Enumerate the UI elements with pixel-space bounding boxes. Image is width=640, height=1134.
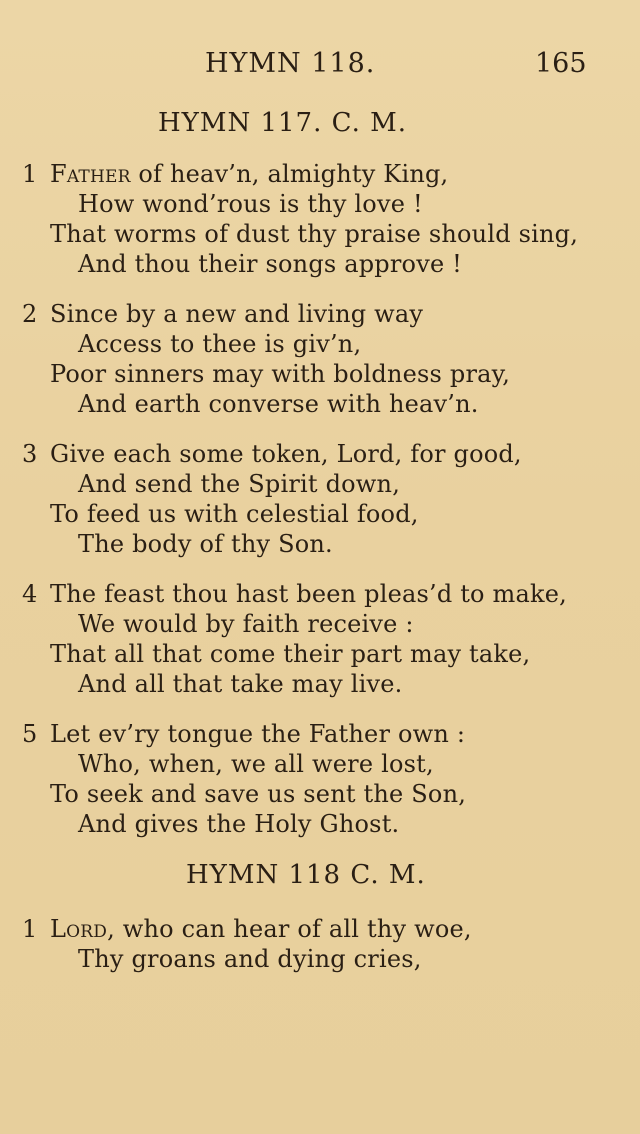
verse-line: Access to thee is giv’n, — [78, 330, 362, 358]
verse-line: And send the Spirit down, — [78, 470, 401, 498]
hymn-118-title: HYMN 118 C. M. — [186, 860, 426, 890]
verse-line: To feed us with celestial food, — [50, 500, 419, 528]
verse-line-rest: , who can hear of all thy woe, — [107, 915, 472, 943]
verse-line: Give each some token, Lord, for good, — [50, 440, 522, 468]
verse-line: The feast thou hast been pleas’d to make, — [50, 580, 567, 608]
verse-line: Who, when, we all were lost, — [78, 750, 434, 778]
running-title: HYMN 118. — [205, 48, 376, 79]
verse-line: Since by a new and living way — [50, 300, 424, 328]
hymn-117-title: HYMN 117. C. M. — [158, 108, 408, 138]
verse-line: And all that take may live. — [78, 670, 403, 698]
verse-line: And earth converse with heav’n. — [78, 390, 479, 418]
verse-line-rest: of heav’n, almighty King, — [130, 160, 449, 188]
verse-line: To seek and save us sent the Son, — [50, 780, 467, 808]
verse-line: That all that come their part may take, — [50, 640, 531, 668]
verse-line: Let ev’ry tongue the Father own : — [50, 720, 466, 748]
verse-line: And gives the Holy Ghost. — [78, 810, 400, 838]
verse-line — [50, 915, 472, 943]
page-number: 165 — [535, 48, 587, 79]
verse-number: 1 — [22, 160, 38, 188]
verse-number: 4 — [22, 580, 38, 608]
verse-line: Thy groans and dying cries, — [78, 945, 422, 973]
verse-line: The body of thy Son. — [78, 530, 333, 558]
running-head — [0, 48, 640, 88]
verse-first-word: Father — [50, 160, 131, 188]
verse-line — [50, 160, 448, 188]
verse-line: And thou their songs approve ! — [78, 250, 463, 278]
verse-number: 2 — [22, 300, 38, 328]
verse-number: 5 — [22, 720, 38, 748]
verse-first-word: Lord — [50, 915, 108, 943]
verse-line: We would by faith receive : — [78, 610, 414, 638]
verse-number: 3 — [22, 440, 38, 468]
verse-number: 1 — [22, 915, 38, 943]
verse-line: That worms of dust thy praise should sing, — [50, 220, 579, 248]
verse-line: Poor sinners may with boldness pray, — [50, 360, 511, 388]
verse-line: How wond’rous is thy love ! — [78, 190, 423, 218]
